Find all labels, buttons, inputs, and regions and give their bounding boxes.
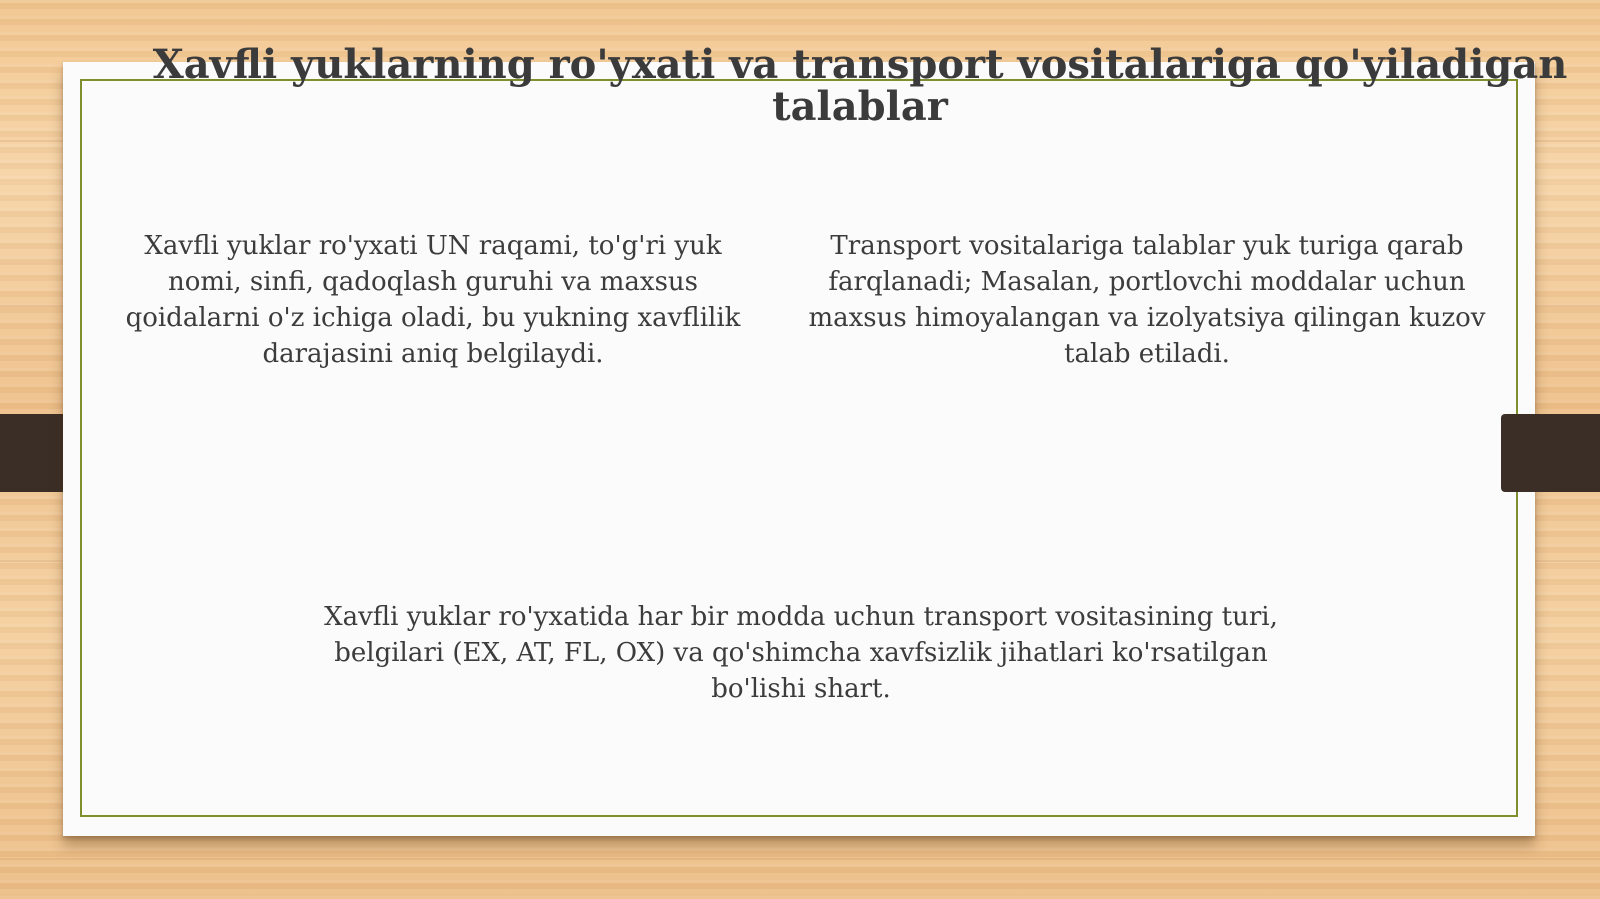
right-binder-tab <box>1501 414 1600 492</box>
slide-title: Xavfli yuklarning ro'yxati va transport vositalariga qo'yiladigan talablar <box>152 41 1568 130</box>
bottom-text-block: Xavfli yuklar ro'yxatida har bir modda uchun transport vositasining turi, belgilari (EX, AT, FL, OX) va qo'shimcha xavfsizlik jihatlari ko'rsatilgan bo'lishi shart. <box>324 602 1278 704</box>
wood-grain <box>0 858 1600 860</box>
right-text-block: Transport vositalariga talablar yuk turiga qarab farqlanadi; Masalan, portlovchi moddalar uchun maxsus himoyalangan va izolyatsiya qilingan kuzov talab etiladi. <box>808 231 1486 369</box>
left-text-block: Xavfli yuklar ro'yxati UN raqami, to'g'ri yuk nomi, sinfi, qadoqlash guruhi va maxsus qoidalarni o'z ichiga oladi, bu yukning xavflilik darajasini aniq belgilaydi. <box>125 231 741 369</box>
